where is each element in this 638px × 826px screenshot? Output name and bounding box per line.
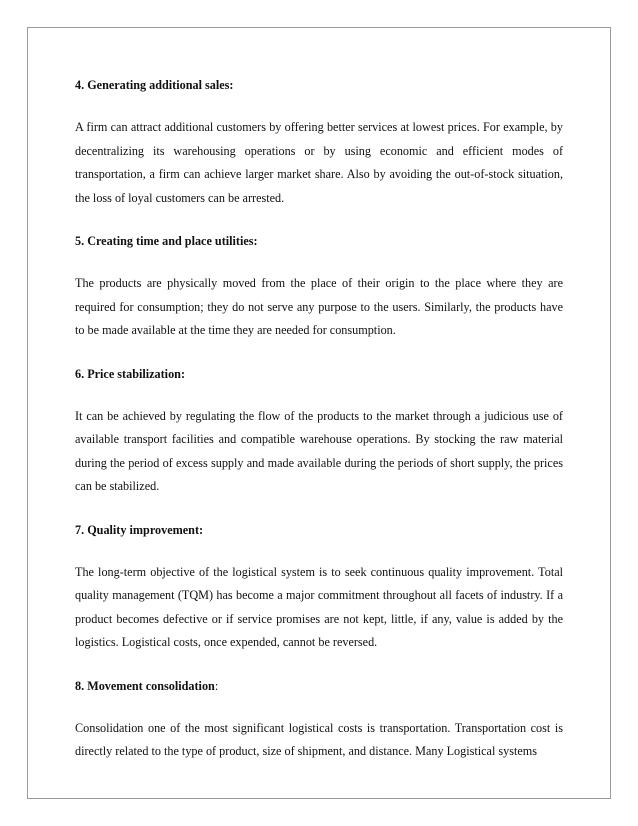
section-heading [75,675,563,697]
section-heading-colon: : [214,678,219,693]
section-heading: 4. Generating additional sales: [75,78,234,92]
section-paragraph: It can be achieved by regulating the flow of the products to the market through a judicious use of available transport facilities and compatible warehouse operations. By stocking the raw material during the period of excess supply and made available during the periods of short supply, the prices can be stabilized. [75,408,563,493]
section-paragraph: The long-term objective of the logistical system is to seek continuous quality improvement. Total quality management (TQM) has become a major commitment throughout all facets of industry. If a product becomes defective or if service promises are not kept, little, if any, value is added by the logistics. Logistical costs, once expended, cannot be reversed. [75,564,563,649]
section-heading-text: 8. Movement consolidation [75,678,215,693]
section-paragraph: The products are physically moved from the place of their origin to the place where they are required for consumption; they do not serve any purpose to the users. Similarly, the products have to be made available at the time they are needed for consumption. [75,276,563,337]
section-generating-additional-sales [75,74,563,210]
section-heading: 6. Price stabilization: [75,366,186,381]
section-creating-time-place-utilities [75,230,563,343]
section-movement-consolidation [75,675,563,764]
section-heading: 5. Creating time and place utilities: [75,234,258,248]
document-body [75,74,563,784]
section-quality-improvement [75,519,563,655]
section-paragraph: Consolidation one of the most significant logistical costs is transportation. Transportation cost is directly related to the type of product, size of shipment, and distance. Many Logistical systems [75,720,563,758]
section-paragraph: A firm can attract additional customers by offering better services at lowest prices. For example, by decentralizing its warehousing operations or by using economic and efficient modes of transportation, a firm can achieve larger market share. Also by avoiding the out-of-stock situation, the loss of loyal customers can be arrested. [75,120,563,205]
section-heading: 7. Quality improvement: [75,522,204,537]
section-price-stabilization [75,363,563,499]
